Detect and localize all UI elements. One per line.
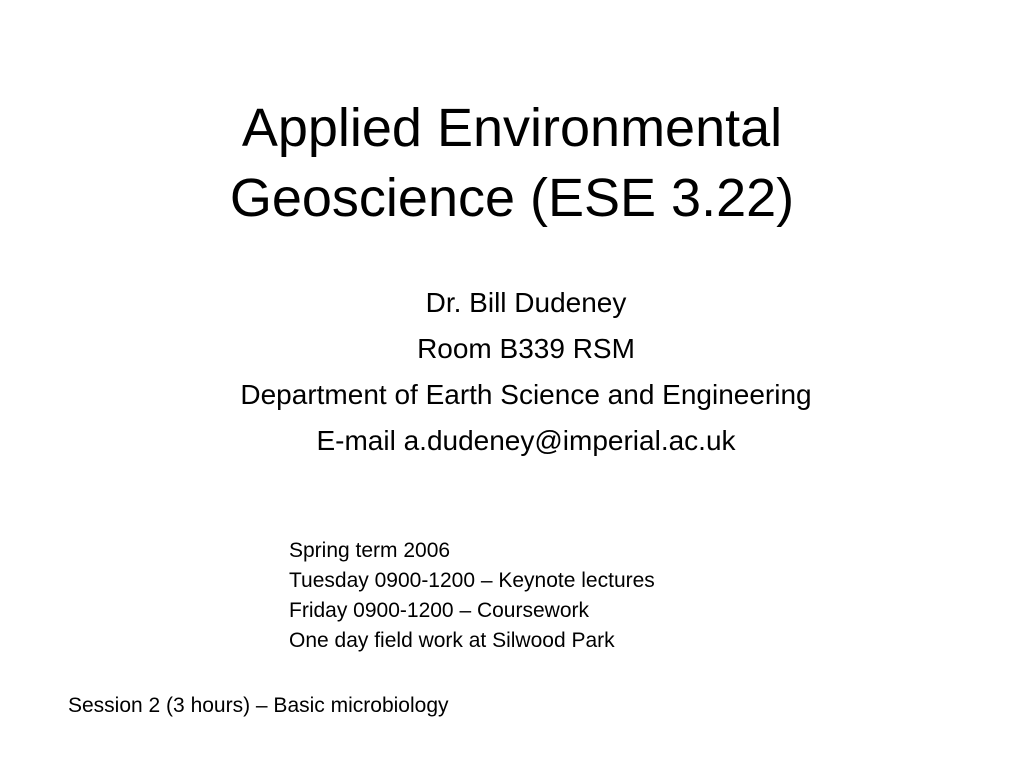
presenter-department: Department of Earth Science and Engineering xyxy=(240,379,812,410)
title-line-1: Applied Environmental xyxy=(241,98,783,158)
slide-title xyxy=(0,93,1024,233)
schedule-term: Spring term 2006 xyxy=(289,539,451,562)
title-line-2: Geoscience (ESE 3.22) xyxy=(229,168,795,228)
presenter-name: Dr. Bill Dudeney xyxy=(425,287,627,318)
presenter-info xyxy=(0,280,1024,464)
schedule-friday: Friday 0900-1200 – Coursework xyxy=(289,599,589,622)
presenter-email: E-mail a.dudeney@imperial.ac.uk xyxy=(316,425,736,456)
schedule-tuesday: Tuesday 0900-1200 – Keynote lectures xyxy=(289,569,655,592)
schedule-block xyxy=(289,536,655,656)
presenter-room: Room B339 RSM xyxy=(417,333,635,364)
session-info: Session 2 (3 hours) – Basic microbiology xyxy=(68,694,449,717)
schedule-fieldwork: One day field work at Silwood Park xyxy=(289,629,615,652)
